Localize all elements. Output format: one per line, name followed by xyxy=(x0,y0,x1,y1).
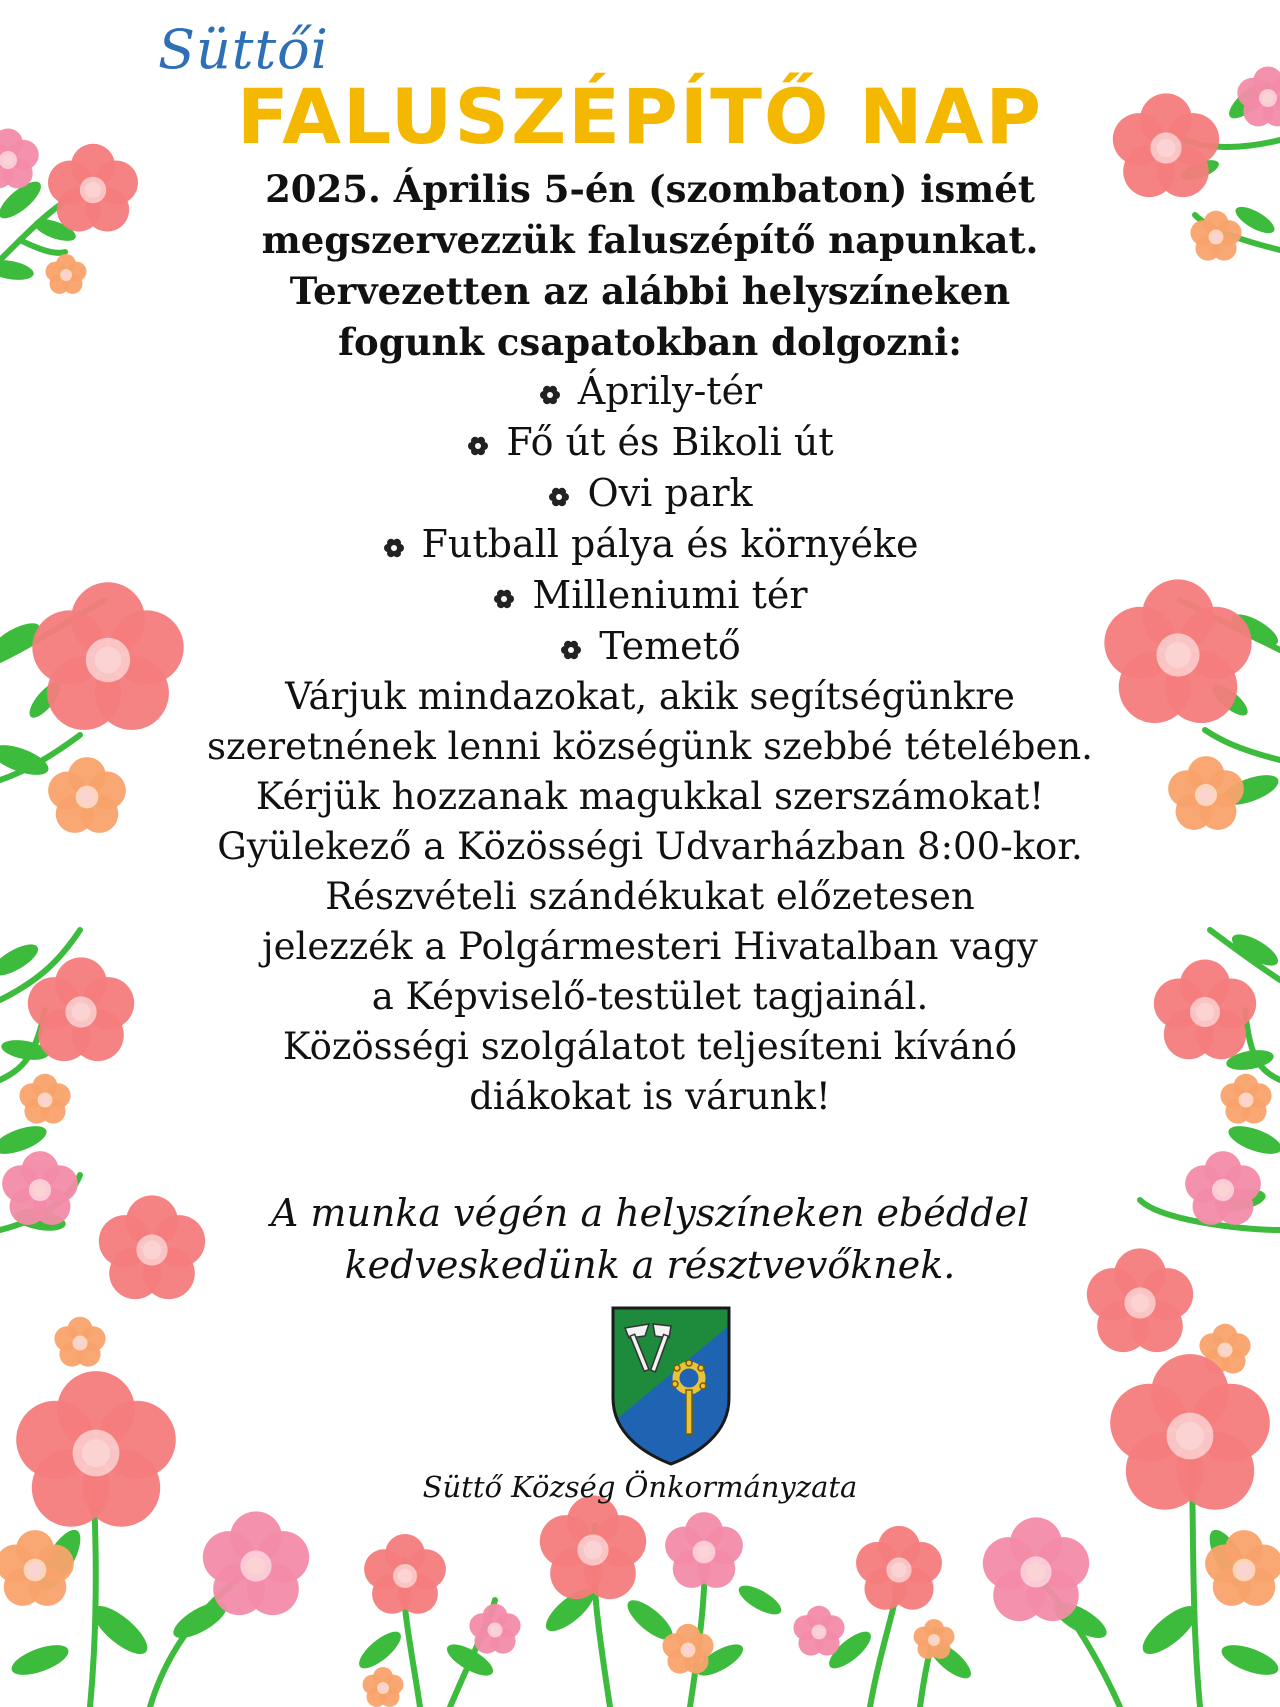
location-label: Temető xyxy=(599,624,741,668)
body-line: a Képviselő-testület tagjainál. xyxy=(371,975,929,1018)
location-label: Fő út és Bikoli út xyxy=(506,420,834,464)
location-label: Futball pálya és környéke xyxy=(421,522,919,566)
body-line: jelezzék a Polgármesteri Hivatalban vagy xyxy=(262,925,1038,968)
flower-bullet-icon xyxy=(559,638,583,662)
flower-bullet-icon xyxy=(382,536,406,560)
body-paragraph xyxy=(130,672,1170,1122)
flower-bullet-icon xyxy=(538,383,562,407)
location-label: Milleniumi tér xyxy=(532,573,808,617)
intro-paragraph xyxy=(180,164,1120,368)
list-item xyxy=(180,570,1120,621)
location-label: Ovi park xyxy=(587,471,753,515)
intro-line: fogunk csapatokban dolgozni: xyxy=(338,320,962,364)
coat-of-arms-icon xyxy=(611,1306,731,1466)
body-line: Közösségi szolgálatot teljesíteni kívánó xyxy=(282,1025,1018,1068)
list-item xyxy=(180,366,1120,417)
page-title: FALUSZÉPÍTŐ NAP xyxy=(236,72,1044,161)
closing-line: A munka végén a helyszíneken ebéddel xyxy=(270,1191,1030,1235)
flower-bullet-icon xyxy=(492,587,516,611)
location-label: Áprily-tér xyxy=(577,369,763,413)
flower-bullet-icon xyxy=(547,485,571,509)
body-line: Kérjük hozzanak magukkal szerszámokat! xyxy=(255,775,1045,818)
closing-paragraph xyxy=(130,1187,1170,1291)
body-line: diákokat is várunk! xyxy=(469,1075,831,1118)
closing-line: kedveskedünk a résztvevőknek. xyxy=(344,1243,956,1287)
list-item xyxy=(180,417,1120,468)
intro-line: megszervezzük faluszépítő napunkat. xyxy=(261,218,1039,262)
intro-line: Tervezetten az alábbi helyszíneken xyxy=(289,269,1011,313)
body-line: Várjuk mindazokat, akik segítségünkre xyxy=(285,675,1015,718)
location-list xyxy=(180,366,1120,672)
list-item xyxy=(180,519,1120,570)
body-line: Részvételi szándékukat előzetesen xyxy=(325,875,975,918)
intro-line: 2025. Április 5-én (szombaton) ismét xyxy=(265,167,1035,211)
signature-text: Süttő Község Önkormányzata xyxy=(422,1470,858,1504)
list-item xyxy=(180,468,1120,519)
list-item xyxy=(180,621,1120,672)
flower-bullet-icon xyxy=(466,434,490,458)
body-line: szeretnének lenni községünk szebbé tételében. xyxy=(207,725,1093,768)
brand-script-text: Süttői xyxy=(158,18,329,81)
body-line: Gyülekező a Közösségi Udvarházban 8:00-kor. xyxy=(217,825,1083,868)
